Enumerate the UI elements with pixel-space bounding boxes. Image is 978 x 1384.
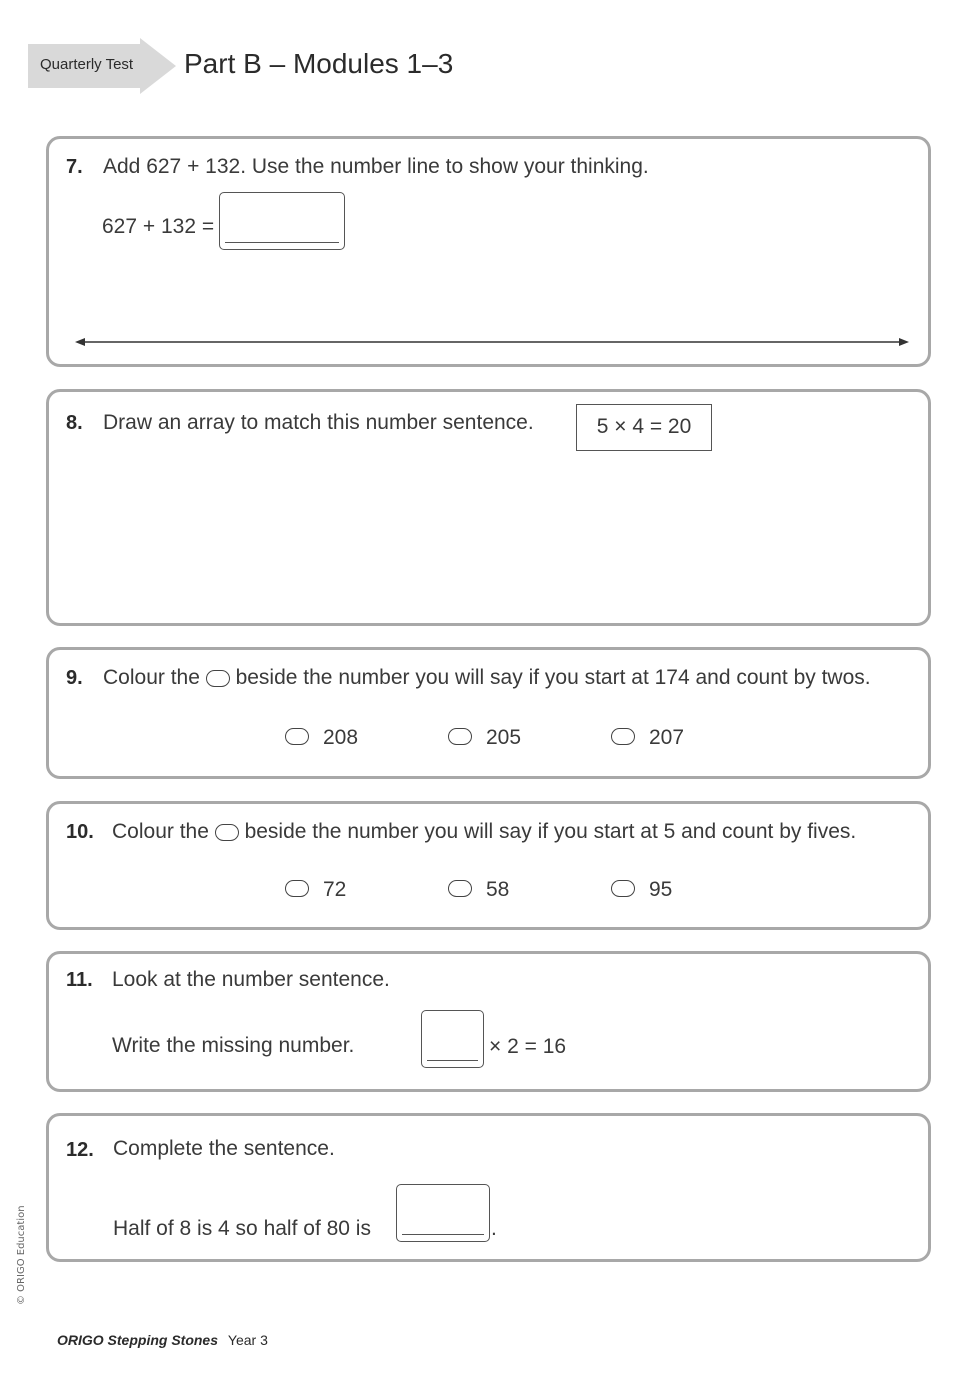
bubble-icon[interactable] bbox=[611, 880, 635, 897]
question-text bbox=[103, 666, 871, 690]
option-3[interactable] bbox=[611, 878, 672, 902]
option-label: 95 bbox=[649, 878, 673, 901]
question-number: 7. bbox=[66, 156, 83, 178]
bubble-icon[interactable] bbox=[448, 880, 472, 897]
question-text-start: Colour the bbox=[112, 820, 209, 843]
page-title: Part B – Modules 1–3 bbox=[184, 48, 454, 79]
equation-tail: × 2 = 16 bbox=[489, 1035, 567, 1058]
question-10-box bbox=[46, 801, 931, 930]
question-text: Add 627 + 132. Use the number line to show your thinking. bbox=[103, 155, 649, 178]
bubble-icon[interactable] bbox=[611, 728, 635, 745]
option-label: 208 bbox=[323, 726, 359, 749]
footer bbox=[57, 1332, 268, 1348]
question-text bbox=[112, 820, 856, 844]
option-1[interactable] bbox=[285, 726, 358, 750]
sentence-text: Half of 8 is 4 so half of 80 is bbox=[113, 1217, 371, 1240]
question-text-end: beside the number you will say if you start at 5 and count by fives. bbox=[244, 820, 857, 843]
option-3[interactable] bbox=[611, 726, 684, 750]
question-number: 11. bbox=[66, 969, 93, 991]
question-number: 10. bbox=[66, 821, 94, 843]
bubble-icon[interactable] bbox=[448, 728, 472, 745]
option-2[interactable] bbox=[448, 878, 509, 902]
sentence-period: . bbox=[491, 1217, 497, 1240]
question-number: 8. bbox=[66, 412, 83, 434]
equation-text: 627 + 132 = bbox=[102, 215, 215, 238]
option-label: 205 bbox=[486, 726, 522, 749]
question-text: Draw an array to match this number sentence. bbox=[103, 411, 534, 434]
missing-number-box[interactable] bbox=[421, 1010, 484, 1068]
answer-box[interactable] bbox=[219, 192, 345, 250]
bubble-icon bbox=[215, 824, 239, 841]
bubble-icon[interactable] bbox=[285, 728, 309, 745]
tag-label: Quarterly Test bbox=[40, 56, 134, 73]
quarterly-test-tag bbox=[28, 38, 176, 94]
copyright-text: © ORIGO Education bbox=[16, 1205, 27, 1305]
question-9-box bbox=[46, 647, 931, 779]
option-2[interactable] bbox=[448, 726, 521, 750]
number-line[interactable] bbox=[75, 335, 909, 349]
question-7-box bbox=[46, 136, 931, 367]
option-label: 207 bbox=[649, 726, 685, 749]
question-text-end: beside the number you will say if you start at 174 and count by twos. bbox=[235, 666, 871, 689]
bubble-icon bbox=[206, 670, 230, 687]
question-text-start: Colour the bbox=[103, 666, 200, 689]
footer-brand: ORIGO Stepping Stones bbox=[57, 1332, 219, 1348]
footer-year: Year 3 bbox=[227, 1332, 268, 1348]
question-12-box bbox=[46, 1113, 931, 1262]
question-text: Look at the number sentence. bbox=[112, 968, 390, 991]
answer-box[interactable] bbox=[396, 1184, 490, 1242]
question-8-box bbox=[46, 389, 931, 626]
option-label: 58 bbox=[486, 878, 510, 901]
question-number: 9. bbox=[66, 667, 83, 689]
number-sentence-box: 5 × 4 = 20 bbox=[576, 404, 712, 451]
bubble-icon[interactable] bbox=[285, 880, 309, 897]
question-number: 12. bbox=[66, 1139, 94, 1161]
question-text: Complete the sentence. bbox=[113, 1137, 335, 1160]
option-label: 72 bbox=[323, 878, 347, 901]
prompt-text: Write the missing number. bbox=[112, 1034, 355, 1057]
option-1[interactable] bbox=[285, 878, 346, 902]
question-11-box bbox=[46, 951, 931, 1092]
